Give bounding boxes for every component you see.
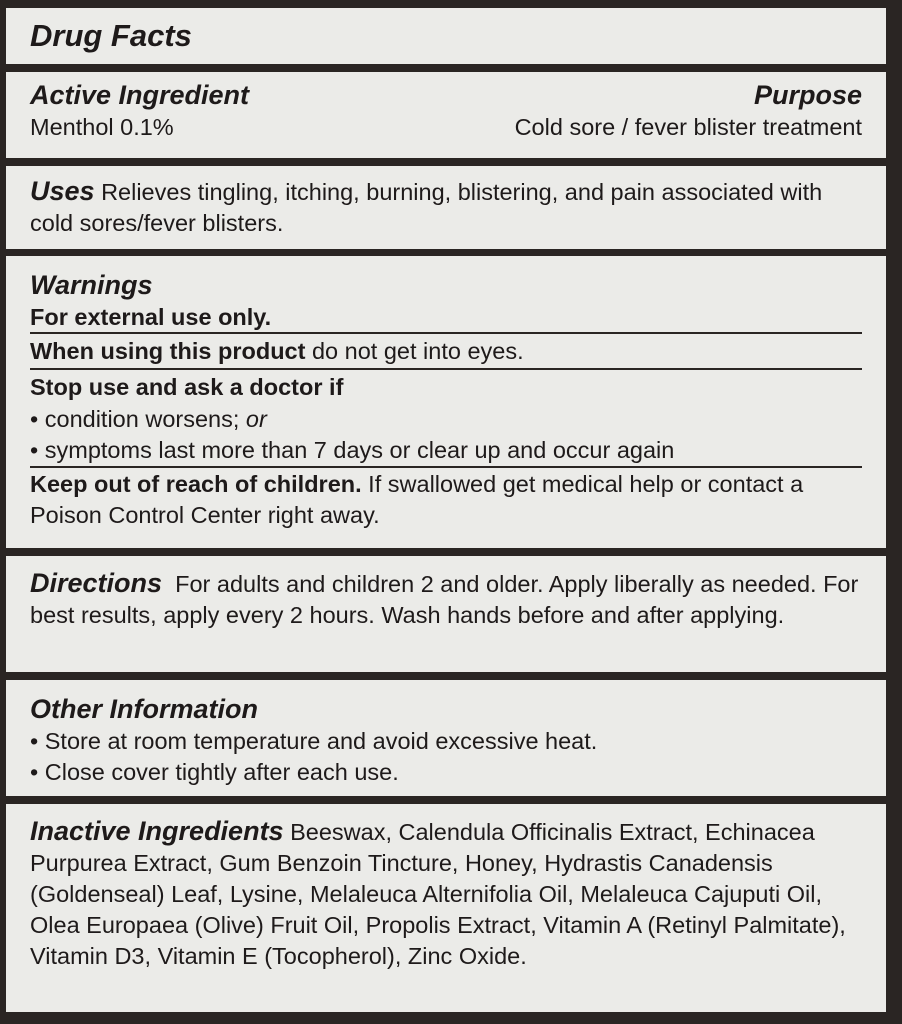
directions-heading: Directions	[30, 568, 163, 598]
stop-use-bullet: • symptoms last more than 7 days or clear up and occur again	[30, 435, 862, 468]
bullet-condition: • condition worsens;	[30, 406, 246, 432]
active-ingredient-heading: Active Ingredient	[30, 80, 250, 110]
keep-out-label: Keep out of reach of children.	[30, 471, 362, 497]
uses-text: Relieves tingling, itching, burning, blistering, and pain associated with cold sores/fever blisters.	[30, 179, 823, 236]
inactive-ingredients-heading: Inactive Ingredients	[30, 816, 284, 846]
page-title: Drug Facts	[30, 18, 192, 53]
when-using-warning	[30, 334, 862, 370]
warnings-section	[6, 256, 886, 548]
purpose-value: Cold sore / fever blister treatment	[514, 114, 862, 140]
other-information-section	[6, 680, 886, 796]
other-info-bullet: • Close cover tightly after each use.	[30, 759, 399, 785]
drug-facts-header	[6, 8, 886, 64]
keep-out-text: If swallowed get medical help or contact a Poison Control Center right away.	[30, 471, 804, 528]
directions-section	[6, 556, 886, 672]
external-use-warning: For external use only.	[30, 302, 862, 334]
stop-use-bullet	[30, 404, 862, 435]
uses-heading: Uses	[30, 176, 95, 206]
other-information-heading: Other Information	[30, 694, 258, 724]
active-ingredient-value: Menthol 0.1%	[30, 114, 174, 140]
bullet-or: or	[245, 406, 267, 432]
uses-section	[6, 166, 886, 249]
inactive-ingredients-text: Beeswax, Calendula Officinalis Extract, Echinacea Purpurea Extract, Gum Benzoin Tincture, Honey, Hydrastis Canadensis (Goldenseal) Leaf, Lysine, Melaleuca Alternifolia Oil, Melaleuca Cajuputi Oil, Olea Europaea (Olive) Fruit Oil, Propolis Extract, Vitamin A (Retinyl Palmitate), Vitamin D3, Vitamin E (Tocopherol), Zinc Oxide.	[30, 819, 846, 969]
purpose-heading: Purpose	[753, 80, 862, 110]
inactive-ingredients-section	[6, 804, 886, 1012]
stop-use-heading: Stop use and ask a doctor if	[30, 374, 344, 400]
when-using-text: do not get into eyes.	[305, 338, 524, 364]
other-info-bullet: • Store at room temperature and avoid excessive heat.	[30, 728, 598, 754]
when-using-label: When using this product	[30, 338, 306, 364]
active-ingredient-section	[6, 72, 886, 158]
keep-out-warning	[30, 468, 862, 531]
directions-text: For adults and children 2 and older. Apply liberally as needed. For best results, apply every 2 hours. Wash hands before and after applying.	[30, 571, 859, 628]
warnings-heading: Warnings	[30, 270, 153, 300]
